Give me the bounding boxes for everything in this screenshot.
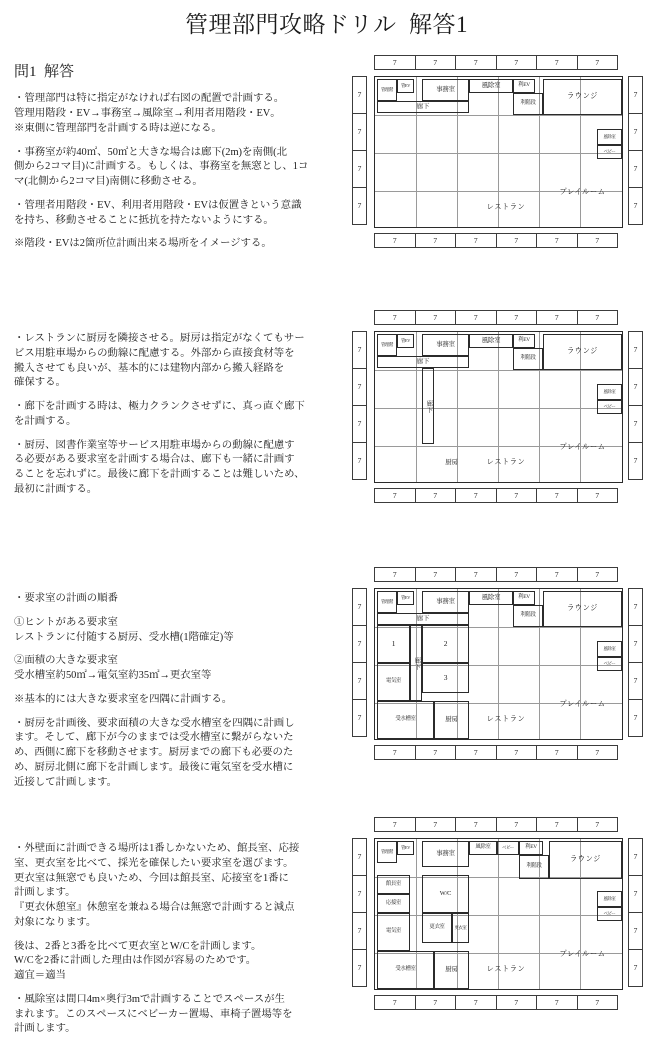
grid-line-vertical bbox=[416, 332, 417, 482]
dimension-cell: 7 bbox=[536, 488, 578, 503]
paragraph bbox=[14, 146, 346, 190]
paragraph bbox=[14, 842, 346, 931]
dimension-cell: 7 bbox=[415, 310, 457, 325]
dimension-strip-left bbox=[352, 588, 367, 736]
room-fujoshitsu-2: 風除室 bbox=[597, 384, 622, 400]
dimension-cell: 7 bbox=[628, 405, 643, 443]
plan-4 bbox=[352, 817, 644, 1012]
dimension-cell: 7 bbox=[374, 488, 416, 503]
text-line: 計画します。 bbox=[14, 887, 76, 899]
dimension-cell: 7 bbox=[628, 838, 643, 876]
text-line: 適宜＝適当 bbox=[14, 970, 66, 982]
room-slot-2: 2 bbox=[422, 625, 469, 663]
text-line: を持ち、移動させることに抵抗を持たないようにする。 bbox=[14, 214, 274, 226]
text-section-2 bbox=[14, 332, 346, 498]
room-wc: W/C bbox=[422, 875, 469, 913]
dimension-cell: 7 bbox=[352, 442, 367, 480]
room-rouka-yoko: 廊下 bbox=[377, 356, 469, 368]
text-line: ・廊下を計画する時は、極力クランクさせずに、真っ直ぐ廊下 bbox=[14, 401, 305, 413]
dimension-cell: 7 bbox=[536, 310, 578, 325]
dimension-cell: 7 bbox=[352, 912, 367, 950]
dimension-strip-right bbox=[628, 76, 643, 224]
section-heading: 問1 解答 bbox=[14, 64, 75, 80]
room-ri-ev: 利EV bbox=[519, 841, 543, 855]
text-line: 『更衣休憩室』休憩室を兼ねる場合は無窓で計画すると減点 bbox=[14, 902, 295, 914]
text-line: 搬入させても良いが、基本的には建物内部から搬入経路を bbox=[14, 362, 285, 374]
room-playroom: プレイルーム bbox=[559, 188, 606, 197]
dimension-cell: 7 bbox=[415, 995, 457, 1010]
text-line: ・管理者用階段・EV、利用者用階段・EVは仮置きという意識 bbox=[14, 199, 302, 211]
grid-line-horizontal bbox=[375, 408, 622, 409]
room-kanri-ev: 管EV bbox=[397, 841, 414, 855]
room-chubo: 厨房 bbox=[434, 951, 469, 989]
room-ri-ev: 利EV bbox=[513, 591, 535, 605]
dimension-cell: 7 bbox=[374, 567, 416, 582]
room-baby: ベビー bbox=[597, 907, 622, 921]
dimension-strip-top bbox=[374, 55, 617, 70]
room-koishitsu-small: 更衣室 bbox=[452, 913, 469, 943]
room-fujoshitsu: 風除室 bbox=[469, 841, 497, 855]
dimension-cell: 7 bbox=[577, 55, 619, 70]
dimension-strip-bottom bbox=[374, 995, 617, 1010]
dimension-strip-left bbox=[352, 838, 367, 986]
dimension-cell: 7 bbox=[628, 699, 643, 737]
paragraph bbox=[14, 400, 346, 430]
text-line: ①ヒントがある要求室 bbox=[14, 616, 118, 628]
room-fujoshitsu: 風除室 bbox=[469, 334, 513, 348]
room-jusuisou: 受水槽室 bbox=[377, 701, 434, 739]
dimension-cell: 7 bbox=[577, 233, 619, 248]
text-line: め、厨房北側に廊下を計画します。最後に電気室を受水槽に bbox=[14, 761, 294, 773]
text-line: ※基本的には大きな要求室を四隅に計画する。 bbox=[14, 693, 233, 705]
dimension-cell: 7 bbox=[628, 875, 643, 913]
dimension-cell: 7 bbox=[352, 949, 367, 987]
text-line: 対象になります。 bbox=[14, 916, 97, 928]
text-line: W/Cを2番に計画した理由は作図が容易のためです。 bbox=[14, 955, 257, 967]
building-grid bbox=[374, 588, 623, 740]
dimension-cell: 7 bbox=[415, 745, 457, 760]
dimension-cell: 7 bbox=[628, 113, 643, 151]
text-line: 近接して計画します。 bbox=[14, 776, 118, 788]
dimension-cell: 7 bbox=[577, 995, 619, 1010]
dimension-cell: 7 bbox=[628, 331, 643, 369]
dimension-cell: 7 bbox=[628, 368, 643, 406]
room-jimushitsu: 事務室 bbox=[422, 334, 469, 356]
paragraph bbox=[14, 592, 346, 607]
text-line: 更衣室は無窓でも良いため、今回は館長室、応接室を1番に bbox=[14, 872, 289, 884]
dimension-cell: 7 bbox=[577, 310, 619, 325]
room-restaurant: レストラン bbox=[486, 458, 526, 467]
dimension-cell: 7 bbox=[374, 745, 416, 760]
dimension-cell: 7 bbox=[455, 995, 497, 1010]
dimension-cell: 7 bbox=[352, 588, 367, 626]
dimension-cell: 7 bbox=[352, 150, 367, 188]
text-line: ・風除室は間口4m×奥行3mで計画することでスペースが生 bbox=[14, 993, 285, 1005]
text-line: ・厨房、図書作業室等サービス用駐車場からの動線に配慮す bbox=[14, 439, 295, 451]
text-line: ることを忘れずに。最後に廊下を計画することは難しいため、 bbox=[14, 469, 305, 481]
dimension-strip-bottom bbox=[374, 488, 617, 503]
room-playroom: プレイルーム bbox=[559, 950, 606, 959]
dimension-cell: 7 bbox=[628, 625, 643, 663]
grid-line-vertical bbox=[416, 77, 417, 227]
room-playroom: プレイルーム bbox=[559, 700, 606, 709]
room-ri-kaidan: 利階段 bbox=[513, 605, 543, 627]
room-chubo: 厨房 bbox=[434, 701, 469, 739]
dimension-cell: 7 bbox=[536, 567, 578, 582]
building-grid bbox=[374, 838, 623, 990]
room-koishitsu-big: 更衣室 bbox=[422, 913, 452, 943]
text-line: ・厨房を計画後、要求面積の大きな受水槽室を四隅に計画し bbox=[14, 717, 295, 729]
dimension-cell: 7 bbox=[455, 817, 497, 832]
room-ri-kaidan: 利階段 bbox=[519, 855, 549, 879]
plan-1 bbox=[352, 55, 644, 250]
room-denkishitsu: 電気室 bbox=[377, 663, 410, 701]
dimension-strip-top bbox=[374, 567, 617, 582]
text-line: 計画します。 bbox=[14, 1023, 76, 1035]
dimension-cell: 7 bbox=[352, 405, 367, 443]
text-line: ②面積の大きな要求室 bbox=[14, 655, 118, 667]
room-lounge: ラウンジ bbox=[543, 79, 622, 115]
text-line: ・管理部門は特に指定がなければ右図の配置で計画する。 bbox=[14, 93, 285, 105]
text-line: 確保する。 bbox=[14, 377, 66, 389]
room-slot-1: 1 bbox=[377, 625, 410, 663]
paragraph bbox=[14, 993, 346, 1037]
dimension-cell: 7 bbox=[415, 817, 457, 832]
grid-line-horizontal bbox=[375, 915, 622, 916]
room-fujoshitsu-2: 風除室 bbox=[597, 891, 622, 907]
dimension-cell: 7 bbox=[352, 368, 367, 406]
dimension-cell: 7 bbox=[374, 233, 416, 248]
room-osetsushitsu: 応接室 bbox=[377, 894, 410, 913]
room-kanri-kaidan: 管理階 bbox=[377, 79, 397, 101]
text-line: を計画する。 bbox=[14, 415, 77, 427]
dimension-cell: 7 bbox=[352, 625, 367, 663]
paragraph bbox=[14, 654, 346, 684]
paragraph bbox=[14, 940, 346, 984]
text-line: マ(北側から2コマ目)南側に移動させる。 bbox=[14, 176, 203, 188]
building-grid bbox=[374, 331, 623, 483]
text-line: ます。そして、廊下が今のままでは受水槽室に繋がらないた bbox=[14, 732, 294, 744]
dimension-strip-right bbox=[628, 588, 643, 736]
room-ri-ev: 利EV bbox=[513, 334, 535, 348]
dimension-cell: 7 bbox=[628, 442, 643, 480]
dimension-cell: 7 bbox=[628, 76, 643, 114]
dimension-cell: 7 bbox=[628, 150, 643, 188]
dimension-cell: 7 bbox=[496, 567, 538, 582]
dimension-cell: 7 bbox=[577, 745, 619, 760]
room-lounge: ラウンジ bbox=[543, 334, 622, 370]
room-kanri-ev: 管EV bbox=[397, 79, 414, 93]
paragraph bbox=[14, 616, 346, 646]
room-kanri-ev: 管EV bbox=[397, 591, 414, 605]
dimension-cell: 7 bbox=[455, 310, 497, 325]
dimension-cell: 7 bbox=[496, 488, 538, 503]
dimension-cell: 7 bbox=[577, 567, 619, 582]
dimension-cell: 7 bbox=[536, 745, 578, 760]
dimension-cell: 7 bbox=[455, 55, 497, 70]
room-restaurant: レストラン bbox=[486, 203, 526, 212]
grid-line-horizontal bbox=[375, 115, 622, 116]
text-line: まれます。このスペースにベビーカー置場、車椅子置場等を bbox=[14, 1008, 293, 1020]
dimension-cell: 7 bbox=[536, 233, 578, 248]
dimension-cell: 7 bbox=[352, 838, 367, 876]
room-ri-kaidan: 利階段 bbox=[513, 348, 543, 370]
dimension-cell: 7 bbox=[352, 113, 367, 151]
room-jimushitsu: 事務室 bbox=[422, 591, 469, 613]
room-baby-top: ベビー bbox=[497, 841, 519, 855]
paragraph bbox=[14, 717, 346, 791]
dimension-cell: 7 bbox=[577, 488, 619, 503]
dimension-cell: 7 bbox=[374, 995, 416, 1010]
dimension-strip-right bbox=[628, 331, 643, 479]
dimension-strip-bottom bbox=[374, 233, 617, 248]
room-fujoshitsu: 風除室 bbox=[469, 591, 513, 605]
dimension-strip-top bbox=[374, 817, 617, 832]
room-rouka-yoko: 廊下 bbox=[377, 101, 469, 113]
room-jimushitsu: 事務室 bbox=[422, 841, 469, 867]
dimension-cell: 7 bbox=[352, 331, 367, 369]
dimension-cell: 7 bbox=[352, 662, 367, 700]
dimension-cell: 7 bbox=[455, 233, 497, 248]
dimension-cell: 7 bbox=[536, 995, 578, 1010]
dimension-cell: 7 bbox=[352, 699, 367, 737]
room-baby: ベビー bbox=[597, 657, 622, 671]
page-title: 管理部門攻略ドリル 解答1 bbox=[185, 12, 468, 37]
dimension-cell: 7 bbox=[374, 817, 416, 832]
dimension-cell: 7 bbox=[628, 588, 643, 626]
room-fujoshitsu-2: 風除室 bbox=[597, 129, 622, 145]
room-kanri-kaidan: 管理階 bbox=[377, 334, 397, 356]
room-kanri-kaidan: 管理階 bbox=[377, 841, 397, 863]
paragraph bbox=[14, 693, 346, 708]
grid-line-horizontal bbox=[375, 153, 622, 154]
room-rouka-yoko: 廊下 bbox=[377, 613, 469, 625]
text-line: ※東側に管理部門を計画する時は逆になる。 bbox=[14, 122, 222, 134]
dimension-cell: 7 bbox=[455, 567, 497, 582]
dimension-cell: 7 bbox=[415, 567, 457, 582]
text-line: 後は、2番と3番を比べて更衣室とW/Cを計画します。 bbox=[14, 940, 262, 952]
paragraph bbox=[14, 237, 346, 252]
room-kanri-kaidan: 管理階 bbox=[377, 591, 397, 613]
text-line: ・外壁面に計画できる場所は1番しかないため、館長室、応接 bbox=[14, 843, 300, 854]
room-lounge: ラウンジ bbox=[543, 591, 622, 627]
dimension-strip-left bbox=[352, 76, 367, 224]
dimension-cell: 7 bbox=[496, 995, 538, 1010]
dimension-cell: 7 bbox=[415, 55, 457, 70]
room-restaurant: レストラン bbox=[486, 965, 526, 974]
room-baby: ベビー bbox=[597, 400, 622, 414]
dimension-cell: 7 bbox=[628, 662, 643, 700]
dimension-cell: 7 bbox=[496, 55, 538, 70]
plan-2 bbox=[352, 310, 644, 505]
dimension-strip-left bbox=[352, 331, 367, 479]
text-line: ・要求室の計画の順番 bbox=[14, 593, 118, 604]
room-slot-3: 3 bbox=[422, 663, 469, 693]
room-ri-kaidan: 利階段 bbox=[513, 93, 543, 115]
room-playroom: プレイルーム bbox=[559, 443, 606, 452]
room-kanri-ev: 管EV bbox=[397, 334, 414, 348]
text-line: 室、更衣室を比べて、採光を確保したい要求室を選びます。 bbox=[14, 857, 294, 869]
dimension-cell: 7 bbox=[352, 76, 367, 114]
dimension-cell: 7 bbox=[374, 310, 416, 325]
room-ri-ev: 利EV bbox=[513, 79, 535, 93]
room-lounge: ラウンジ bbox=[549, 841, 622, 879]
dimension-cell: 7 bbox=[628, 912, 643, 950]
room-jusuisou: 受水槽室 bbox=[377, 951, 434, 989]
dimension-cell: 7 bbox=[536, 817, 578, 832]
dimension-cell: 7 bbox=[628, 949, 643, 987]
text-line: る必要がある要求室を計画する場合は、廊下も一緒に計画す bbox=[14, 454, 295, 466]
text-section-4 bbox=[14, 842, 346, 1037]
text-section-3 bbox=[14, 592, 346, 790]
dimension-cell: 7 bbox=[496, 233, 538, 248]
plan-3 bbox=[352, 567, 644, 762]
dimension-cell: 7 bbox=[415, 488, 457, 503]
room-restaurant: レストラン bbox=[486, 715, 526, 724]
room-rouka-tate: 廊下 bbox=[410, 625, 422, 701]
paragraph bbox=[14, 199, 346, 229]
grid-line-horizontal bbox=[375, 370, 622, 371]
text-line: 最初に計画する。 bbox=[14, 483, 98, 495]
room-baby: ベビー bbox=[597, 145, 622, 159]
dimension-cell: 7 bbox=[496, 745, 538, 760]
dimension-cell: 7 bbox=[496, 817, 538, 832]
paragraph bbox=[14, 92, 346, 136]
dimension-cell: 7 bbox=[536, 55, 578, 70]
text-line: ・事務室が約40㎡、50㎡と大きな場合は廊下(2m)を南側(北 bbox=[14, 146, 288, 158]
room-fujoshitsu-2: 風除室 bbox=[597, 641, 622, 657]
dimension-cell: 7 bbox=[577, 817, 619, 832]
dimension-strip-top bbox=[374, 310, 617, 325]
room-jimushitsu: 事務室 bbox=[422, 79, 469, 101]
text-line: 管理用階段・EV→事務室→風除室→利用者用階段・EV。 bbox=[14, 108, 281, 120]
paragraph bbox=[14, 439, 346, 498]
dimension-cell: 7 bbox=[455, 745, 497, 760]
room-rouka-tate: 廊下 bbox=[422, 368, 434, 444]
text-line: ビス用駐車場からの動線に配慮する。外部から直接食材等を bbox=[14, 347, 295, 359]
text-line: め、西側に廊下を移動させます。厨房までの廊下も必要のた bbox=[14, 747, 294, 759]
building-grid bbox=[374, 76, 623, 228]
dimension-cell: 7 bbox=[352, 187, 367, 225]
dimension-cell: 7 bbox=[374, 55, 416, 70]
room-chubo: 厨房 bbox=[445, 458, 458, 466]
room-fujoshitsu: 風除室 bbox=[469, 79, 513, 93]
paragraph bbox=[14, 332, 346, 391]
text-section-1 bbox=[14, 62, 346, 252]
room-kanchoshitsu: 館長室 bbox=[377, 875, 410, 894]
text-line: ・レストランに厨房を隣接させる。厨房は指定がなくてもサー bbox=[14, 333, 305, 344]
room-denkishitsu: 電気室 bbox=[377, 913, 410, 951]
text-line: ※階段・EVは2箇所位計画出来る場所をイメージする。 bbox=[14, 238, 272, 250]
dimension-cell: 7 bbox=[496, 310, 538, 325]
text-line: 側から2コマ目)に計画する。もしくは、事務室を無窓とし、1コ bbox=[14, 161, 309, 173]
dimension-cell: 7 bbox=[628, 187, 643, 225]
dimension-strip-right bbox=[628, 838, 643, 986]
dimension-cell: 7 bbox=[415, 233, 457, 248]
text-line: 受水槽室約50㎡→電気室約35㎡→更衣室等 bbox=[14, 670, 212, 682]
text-line: レストランに付随する厨房、受水槽(1階確定)等 bbox=[14, 631, 234, 643]
dimension-strip-bottom bbox=[374, 745, 617, 760]
dimension-cell: 7 bbox=[352, 875, 367, 913]
dimension-cell: 7 bbox=[455, 488, 497, 503]
